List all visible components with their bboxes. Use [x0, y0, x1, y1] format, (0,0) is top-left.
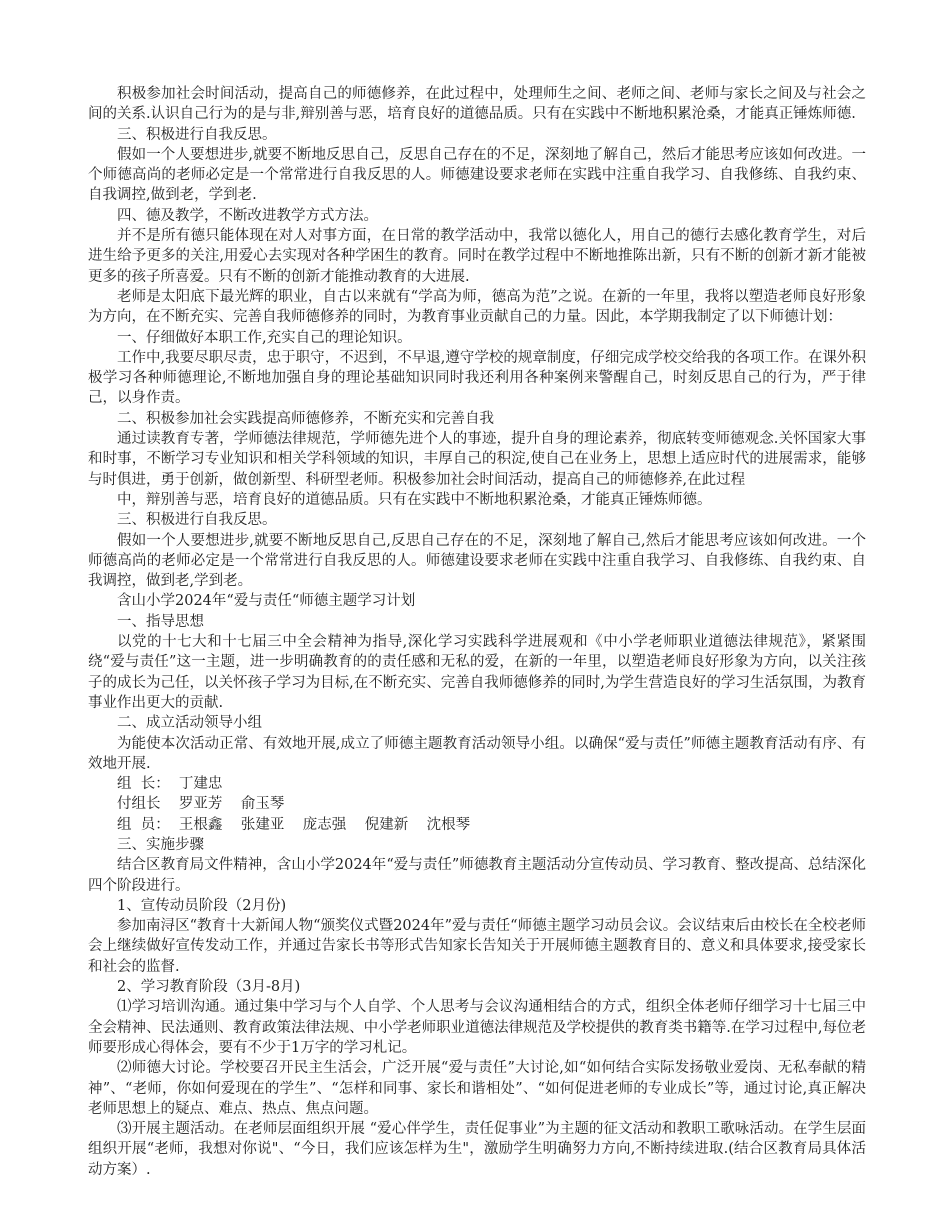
paragraph: 结合区教育局文件精神，含山小学2024年“爱与责任”师德教育主题活动分宣传动员、学习教育、整改提高、总结深化四个阶段进行。: [88, 857, 866, 894]
paragraph: ⑵师德大讨论。学校要召开民主生活会，广泛开展“爱与责任”大讨论,如“如何结合实际发扬敬业爱岗、无私奉献的精神”、“老师，你如何爱现在的学生”、“怎样和同事、家长和谐相处”、“如何促进老师的专业成长”等，通过讨论,真正解决老师思想上的疑点、难点、热点、焦点问题。: [88, 1060, 866, 1117]
roster-line-members: 组 员： 王根鑫 张建亚 庞志强 倪建新 沈根琴: [117, 816, 471, 833]
section-heading: 三、积极进行自我反思。: [117, 126, 277, 143]
subsection-heading: 2、学习教育阶段（3月-8月): [117, 979, 301, 996]
paragraph: 以党的十七大和十七届三中全会精神为指导,深化学习实践科学进展观和《中小学老师职业道德法律规范》，紧紧围绕“爱与责任”这一主题，进一步明确教育的的责任感和无私的爱，在新的一年里，以塑造老师良好形象为方向，以关注孩子的成长为己任，以关怀孩子学习为目标,在不断充实、完善自我师德修养的同时,为学生营造良好的学习生活氛围，为教育事业作出更大的贡献.: [88, 634, 866, 711]
section-heading: 四、德及教学，不断改进教学方式方法。: [117, 207, 378, 224]
paragraph: 积极参加社会时间活动，提高自己的师德修养，在此过程中，处理师生之间、老师之间、老师与家长之间及与社会之间的关系.认识自己行为的是与非,辩别善与恶，培育良好的道德品质。只有在实践中不断地积累沧桑，才能真正锤炼师德.: [88, 86, 866, 123]
paragraph: 为能使本次活动正常、有效地开展,成立了师德主题教育活动领导小组。以确保“爱与责任”师德主题教育活动有序、有效地开展.: [88, 735, 866, 772]
paragraph: 参加南浔区“教育十大新闻人物“颁奖仪式暨2024年”爱与责任“师德主题学习动员会议。会议结束后由校长在全校老师会上继续做好宣传发动工作，并通过告家长书等形式告知家长告知关于开展师德主题教育目的、意义和具体要求,接受家长和社会的监督.: [88, 918, 866, 975]
section-heading: 一、仔细做好本职工作,充实自己的理论知识。: [117, 329, 412, 346]
paragraph: ⑴学习培训沟通。通过集中学习与个人自学、个人思考与会议沟通相结合的方式，组织全体老师仔细学习十七届三中全会精神、民法通则、教育政策法律法规、中小学老师职业道德法律规范及学校提供的教育类书籍等.在学习过程中,每位老师要形成心得体会，要有不少于1万字的学习札记。: [88, 999, 866, 1056]
paragraph: 老师是太阳底下最光辉的职业，自古以来就有“学高为师，德高为范”之说。在新的一年里，我将以塑造老师良好形象为方向，在不断充实、完善自我师德修养的同时，为教育事业贡献自己的力量。因此，本学期我制定了以下师德计划：: [88, 288, 866, 326]
paragraph: 工作中,我要尽职尽责，忠于职守，不迟到，不早退,遵守学校的规章制度，仔细完成学校交给我的各项工作。在课外积极学习各种师德理论,不断地加强自身的理论基础知识同时我还利用各种案例来警醒自己，时刻反思自己的行为，严于律己，以身作责。: [88, 349, 866, 407]
section-heading: 二、积极参加社会实践提高师德修养，不断充实和完善自我: [117, 410, 494, 427]
roster-line-leader: 组 长： 丁建忠: [117, 776, 223, 793]
paragraph: 中，辩别善与恶，培育良好的道德品质。只有在实践中不断地积累沧桑，才能真正锤炼师德。: [117, 491, 712, 508]
paragraph: 假如一个人要想进步,就要不断地反思自己,反思自己存在的不足，深刻地了解自己,然后才能思考应该如何改进。一个师德高尚的老师必定是一个常常进行自我反思的人。师德建设要求老师在实践中注重自我学习、自我修练、自我约束、自我调控，做到老,学到老。: [88, 532, 866, 590]
section-heading: 一、指导思想: [117, 613, 204, 630]
paragraph: ⑶开展主题活动。在老师层面组织开展 “爱心伴学生，责任促事业”为主题的征文活动和教职工歌咏活动。在学生层面组织开展“老师，我想对你说"、“今日，我们应该怎样为生"，激励学生明确努力方向,不断持续进取.(结合区教育局具体活动方案）.: [88, 1121, 866, 1178]
roster-line-deputy: 付组长 罗亚芳 俞玉琴: [117, 796, 285, 813]
paragraph: 假如一个人要想进步,就要不断地反思自己，反思自己存在的不足，深刻地了解自己，然后才能思考应该如何改进。一个师德高尚的老师必定是一个常常进行自我反思的人。师德建设要求老师在实践中注重自我学习、自我修练、自我约束、自我调控,做到老，学到老.: [88, 146, 866, 204]
section-heading: 二、成立活动领导小组: [117, 715, 262, 732]
paragraph: 并不是所有德只能体现在对人对事方面，在日常的教学活动中，我常以德化人，用自己的德行去感化教育学生，对后进生给予更多的关注,用爱心去实现对各种学困生的教育。同时在教学过程中不断地推陈出新，只有不断的创新才新才能被更多的孩子所喜爱。只有不断的创新才能推动教育的大进展.: [88, 228, 866, 285]
section-heading: 三、实施步骤: [117, 836, 204, 853]
paragraph: 通过读教育专著，学师德法律规范，学师德先进个人的事迹，提升自身的理论素养，彻底转变师德观念.关怀国家大事和时事，不断学习专业知识和相关学科领域的知识，丰厚自己的积淀,使自己在业务上，思想上适应时代的进展需求，能够与时俱进，勇于创新，做创新型、科研型老师。积极参加社会时间活动，提高自己的师德修养,在此过程: [88, 431, 866, 488]
section-heading: 三、积极进行自我反思。: [117, 512, 277, 529]
document-title: 含山小学2024年“爱与责任“师德主题学习计划: [117, 593, 416, 610]
subsection-heading: 1、宣传动员阶段（2月份): [117, 897, 287, 914]
